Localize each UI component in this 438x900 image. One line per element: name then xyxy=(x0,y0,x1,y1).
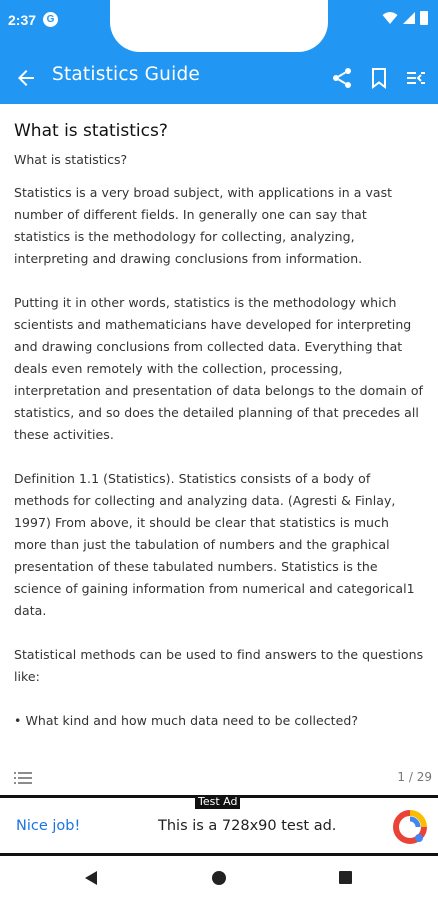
ad-tag: Test Ad xyxy=(195,795,240,809)
list-icon[interactable] xyxy=(14,771,32,785)
bookmark-icon[interactable] xyxy=(367,66,391,90)
page-subheading: What is statistics? xyxy=(14,152,128,167)
signal-icon xyxy=(402,11,416,25)
paragraph: Definition 1.1 (Statistics). Statistics consists of a body of methods for collecting and analyzing data. (Agresti & Finlay, 1997) From above, it should be clear that statistics is much more than just the tabulation of numbers and the graphical presentation of these tabulated numbers. Statistics is the science of gaining information from numerical and categorical1 data. xyxy=(14,471,415,618)
nav-back-icon[interactable] xyxy=(84,870,98,886)
page-count: 1 / 29 xyxy=(397,770,432,784)
status-icons xyxy=(382,11,428,25)
toc-list-icon[interactable] xyxy=(404,66,428,90)
paragraph: Putting it in other words, statistics is the methodology which scientists and mathematicians have developed for interpreting and drawing conclusions from collected data. Everything that deals even remotely with the collection, processing, interpretation and presentation of data belongs to the domain of statistics, and so does the detailed planning of that precedes all these activities. xyxy=(14,295,423,442)
notification-app-icon: G xyxy=(43,12,58,27)
app-bar xyxy=(0,52,438,104)
ad-left-text[interactable]: Nice job! xyxy=(16,818,81,834)
page-indicator-bar xyxy=(0,766,438,792)
ad-banner[interactable] xyxy=(0,795,438,856)
app-bar-actions xyxy=(330,66,428,90)
page-heading: What is statistics? xyxy=(14,121,168,141)
share-icon[interactable] xyxy=(330,66,354,90)
ad-logo-icon[interactable] xyxy=(392,809,428,845)
camera-notch xyxy=(110,0,328,52)
status-bar xyxy=(0,0,438,52)
system-nav-bar xyxy=(0,856,438,900)
nav-recents-icon[interactable] xyxy=(339,871,352,884)
battery-icon xyxy=(420,11,428,25)
app-title: Statistics Guide xyxy=(52,64,200,85)
wifi-icon xyxy=(382,11,398,25)
paragraph: Statistics is a very broad subject, with applications in a vast number of different fields. In generally one can say that statistics is the methodology for collecting, analyzing, interpreting and drawing conclusions from information. xyxy=(14,185,393,266)
ad-center-text[interactable]: This is a 728x90 test ad. xyxy=(158,818,337,834)
bullet-item: • What kind and how much data need to be collected? xyxy=(14,713,359,728)
arrow-left-icon[interactable] xyxy=(14,66,38,90)
nav-home-icon[interactable] xyxy=(212,871,226,885)
article-content[interactable] xyxy=(0,104,438,766)
paragraph: Statistical methods can be used to find answers to the questions like: xyxy=(14,647,424,684)
status-time: 2:37 xyxy=(8,12,37,28)
